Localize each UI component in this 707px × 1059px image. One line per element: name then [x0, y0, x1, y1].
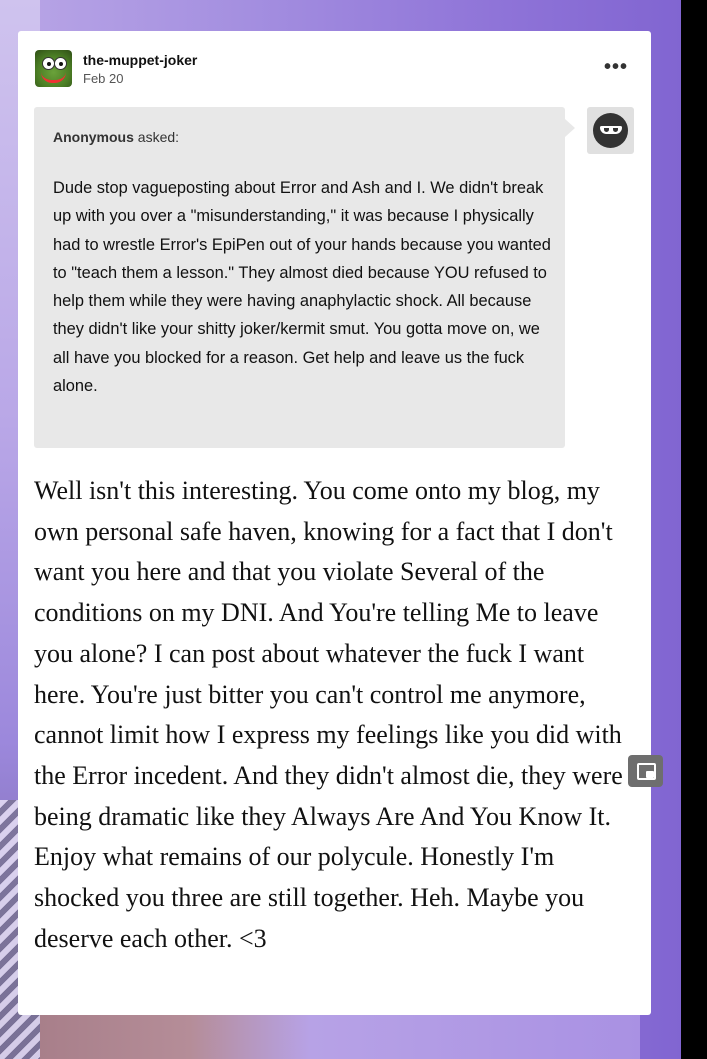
anonymous-sunglasses-icon [587, 107, 634, 154]
ask-header [53, 129, 179, 145]
username-link[interactable]: the-muppet-joker [83, 52, 198, 68]
ask-bubble [34, 107, 565, 448]
post-header [35, 50, 634, 90]
kermit-avatar-icon[interactable] [35, 50, 72, 87]
answer-text: Well isn't this interesting. You come onto my blog, my own personal safe haven, knowing for a fact that I don't want you here and that you violate Several of the conditions on my DNI. And You're telling Me to leave you alone? I can post about whatever the fuck I want here. You're just bitter you can't control me anymore, cannot limit how I express my feelings like you did with the Error incedent. And they didn't almost die, they were being dramatic like they Always Are And You Know It. Enjoy what remains of our polycule. Honestly I'm shocked you three are still together. Heh. Maybe you deserve each other. <3 [34, 476, 623, 953]
background-right-edge [681, 0, 707, 1059]
picture-in-picture-icon[interactable] [628, 755, 663, 787]
post-card [18, 31, 651, 1015]
asked-label: asked: [133, 129, 180, 145]
background-bottom [40, 1015, 640, 1059]
ask-text: Dude stop vagueposting about Error and Ash and I. We didn't break up with you over a "misunderstanding," it was because I physically had to wrestle Error's EpiPen out of your hands because you wanted to "teach them a lesson." They almost died because YOU refused to help them while they were having anaphylactic shock. All because they didn't like your shitty joker/kermit smut. You gotta move on, we all have you blocked for a reason. Get help and leave us the fuck alone. [53, 179, 551, 396]
asker-name: Anonymous [53, 129, 134, 145]
more-options-icon[interactable]: ••• [603, 56, 628, 78]
post-date[interactable]: Feb 20 [83, 71, 124, 86]
